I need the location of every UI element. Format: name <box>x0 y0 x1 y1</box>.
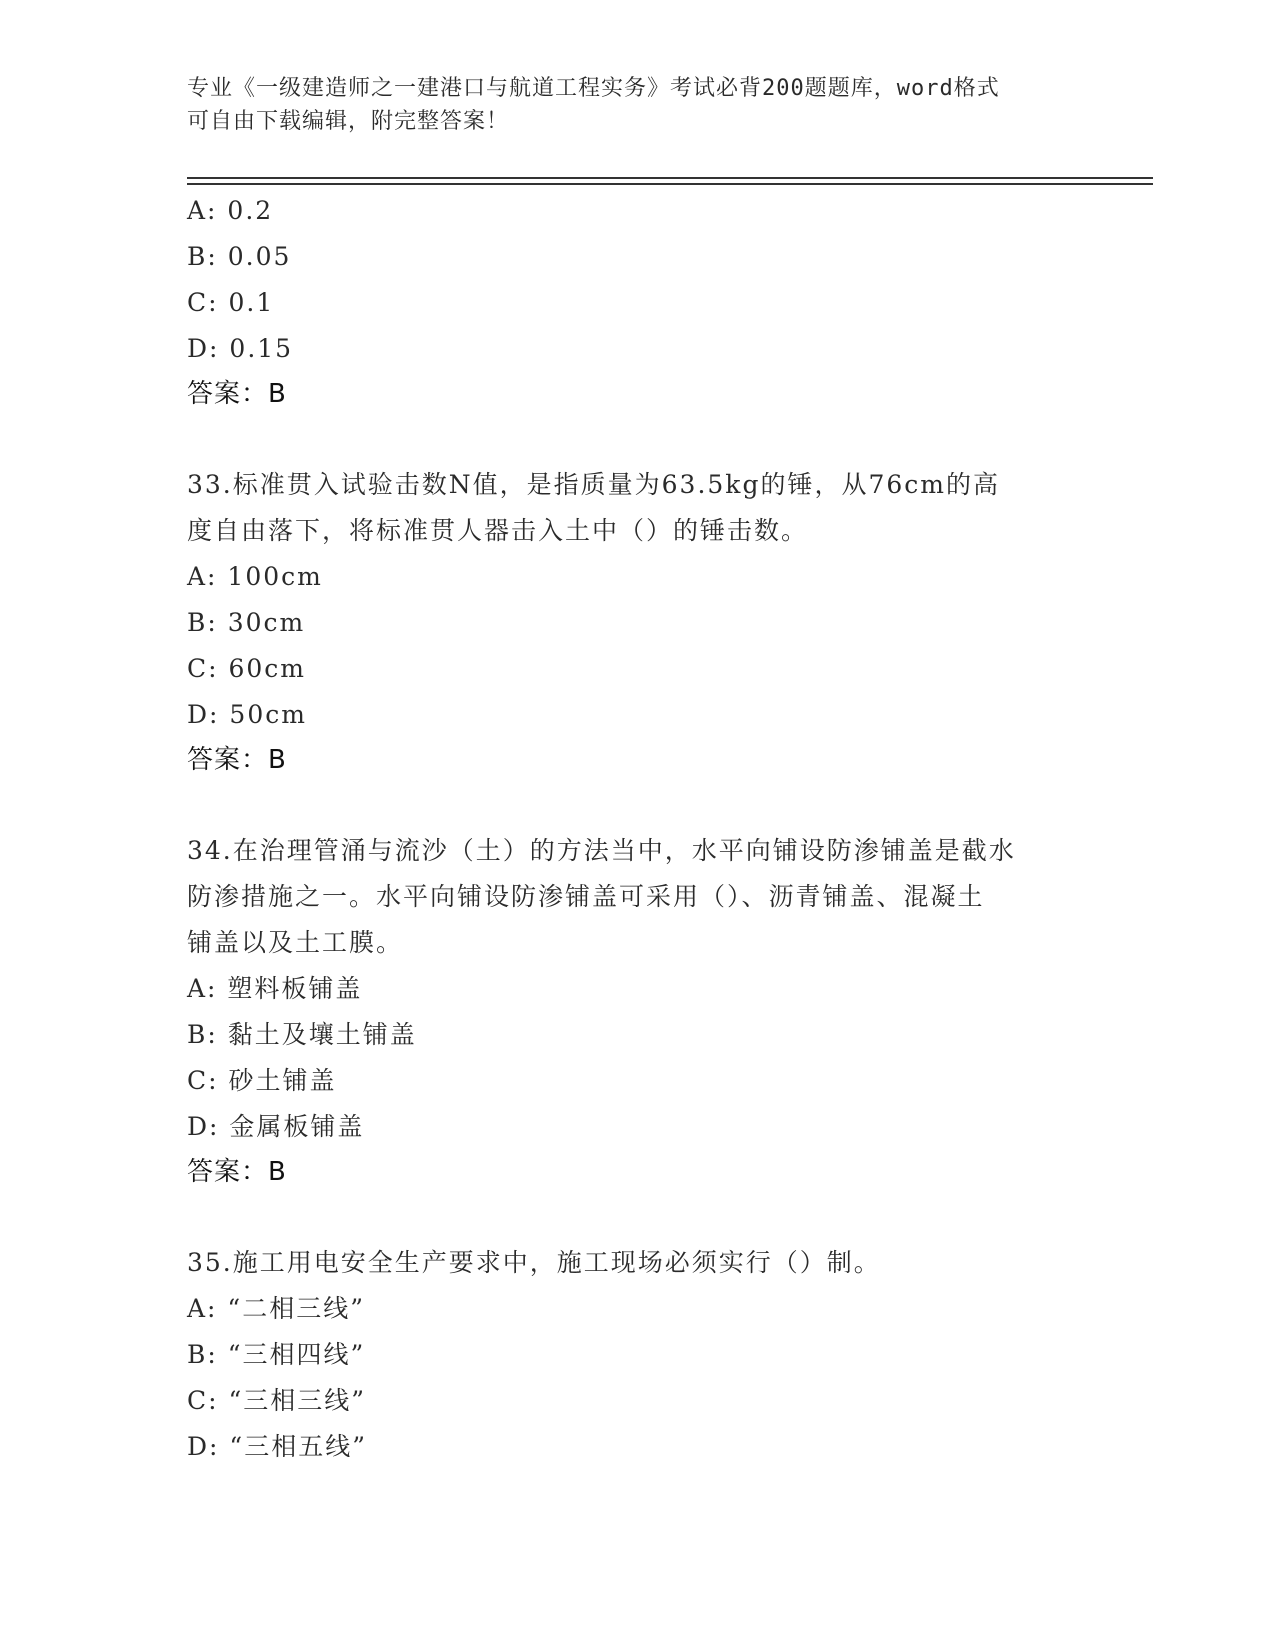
question-stem-line: 34.在治理管涌与流沙（土）的方法当中，水平向铺设防渗铺盖是截水 <box>187 836 1016 865</box>
option-a: A: 0.2 <box>187 196 274 225</box>
option-b: B: “三相四线” <box>187 1340 366 1369</box>
option-c: C: 60cm <box>187 654 307 683</box>
spacer <box>187 416 1087 462</box>
answer: 答案：B <box>187 379 287 409</box>
question-33 <box>187 462 1087 782</box>
option-b: B: 0.05 <box>187 242 292 271</box>
option-c: C: 0.1 <box>187 288 275 317</box>
option-a: A: 塑料板铺盖 <box>187 974 363 1003</box>
question-stem-line: 防渗措施之一。水平向铺设防渗铺盖可采用（）、沥青铺盖、混凝土 <box>187 882 985 911</box>
header-divider-top <box>187 177 1153 179</box>
option-d: D: “三相五线” <box>187 1432 367 1461</box>
spacer <box>187 1194 1087 1240</box>
answer: 答案：B <box>187 1157 287 1187</box>
option-c: C: “三相三线” <box>187 1386 367 1415</box>
option-b: B: 30cm <box>187 608 306 637</box>
question-34 <box>187 828 1087 1194</box>
spacer <box>187 782 1087 828</box>
question-35 <box>187 1240 1087 1470</box>
question-32-tail <box>187 188 1087 416</box>
option-b: B: 黏土及壤土铺盖 <box>187 1020 417 1049</box>
answer: 答案：B <box>187 745 287 775</box>
document-body <box>187 188 1087 1470</box>
option-a: A: “二相三线” <box>187 1294 365 1323</box>
header-title-line-2: 可自由下载编辑，附完整答案！ <box>187 109 510 134</box>
question-stem-line: 35.施工用电安全生产要求中，施工现场必须实行（）制。 <box>187 1248 881 1277</box>
option-d: D: 50cm <box>187 700 307 729</box>
option-a: A: 100cm <box>187 562 323 591</box>
header-title-line-1: 专业《一级建造师之一建港口与航道工程实务》考试必背200题题库，word格式 <box>187 76 1000 101</box>
header-divider-bottom <box>187 183 1153 185</box>
option-c: C: 砂土铺盖 <box>187 1066 337 1095</box>
document-header <box>187 72 1087 138</box>
question-stem-line: 度自由落下，将标准贯人器击入土中（）的锤击数。 <box>187 516 809 545</box>
option-d: D: 0.15 <box>187 334 294 363</box>
question-stem-line: 33.标准贯入试验击数N值，是指质量为63.5kg的锤，从76cm的高 <box>187 470 1000 499</box>
question-stem-line: 铺盖以及土工膜。 <box>187 928 404 957</box>
option-d: D: 金属板铺盖 <box>187 1112 365 1141</box>
